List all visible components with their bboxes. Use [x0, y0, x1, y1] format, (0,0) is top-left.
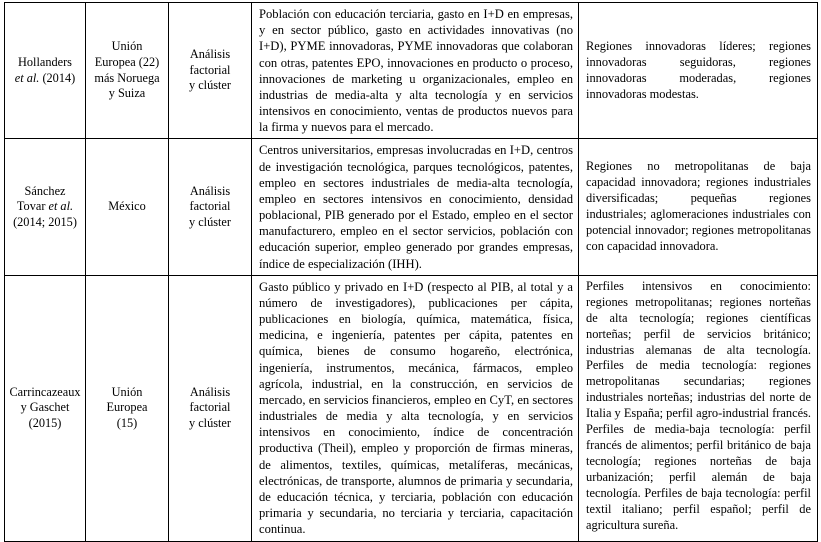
cell-region — [86, 139, 169, 275]
method-line: Análisis — [189, 384, 231, 399]
cell-author — [5, 139, 86, 275]
author-name-first: Carrincazeaux — [9, 384, 81, 399]
method-line: Análisis — [189, 47, 231, 62]
region-line: México — [108, 199, 146, 214]
cell-variables: Población con educación terciaria, gasto en I+D en empresas, y en sector público, gasto en actividades innovativas (no I+D), PYME innovadoras, PYME innovadoras que colaboran con otras, patentes EPO, innovaciones en producto o proceso, innovaciones de marketing u organizacionales, empleo en industrias de media-alta y alta tecnología y en servicios intensivos en conocimiento, ventas de productos nuevos para la firma y nuevos para el mercado. — [252, 3, 579, 139]
cell-variables: Centros universitarios, empresas involucradas en I+D, centros de investigación tecnológica, parques tecnológicos, patentes, empleo en sectores industriales de media-alta tecnología, empleo en sectores intensivos en conocimiento, densidad poblacional, PIB generado por el Estado, empleo en el sector manufacturero, empleo en el sector servicios, población con educación superior, empleo generado por grandes empresas, índice de especialización (IHH). — [252, 139, 579, 275]
region-line: Unión — [111, 39, 143, 54]
region-line: y Suiza — [108, 86, 146, 101]
method-line: y clúster — [188, 78, 231, 93]
cell-results: Perfiles intensivos en conocimiento: regiones metropolitanas; regiones norteñas de alta tecnología; regiones científicas norteñas; perfil de servicios británico; industrias alemanas de alta tecnología. Perfiles de media tecnología: regiones metropolitanas secundarias; regiones industriales norteñas; industrias del norte de Italia y España; perfil agro-industrial francés. Perfiles de media-baja tecnología: perfil francés de alimentos; perfil británico de baja tecnología; regiones norteñas de baja urbanización; perfil alemán de baja tecnología. Perfiles de baja tecnología: perfil textil italiano; perfil español; perfil de agricultura sureña. — [579, 275, 818, 541]
author-year: (2015) — [28, 415, 62, 430]
cell-results: Regiones no metropolitanas de baja capacidad innovadora; regiones industriales diversificadas; pequeñas regiones industriales; aglomeraciones industriales con potencial innovador; regiones metropolitanas con capacidad innovadora. — [579, 139, 818, 275]
region-line: Europea (22) — [94, 55, 160, 70]
author-name: Hollanders — [18, 55, 72, 70]
region-line: Unión — [111, 384, 143, 399]
method-line: y clúster — [188, 415, 231, 430]
table-row — [5, 3, 818, 139]
table-row — [5, 139, 818, 275]
cell-method — [169, 139, 252, 275]
author-year: (2014) — [42, 70, 76, 85]
cell-region — [86, 3, 169, 139]
method-line: y clúster — [188, 214, 231, 229]
author-name-first: Sánchez — [24, 183, 66, 198]
method-line: factorial — [189, 199, 231, 214]
cell-author — [5, 3, 86, 139]
region-line: Europea — [106, 400, 148, 415]
author-citation — [5, 71, 85, 87]
studies-comparison-table — [4, 2, 818, 542]
cell-variables: Gasto público y privado en I+D (respecto al PIB, al total y a número de investigadores), publicaciones per cápita, publicaciones en biología, química, matemática, física, medicina, e ingeniería, patentes per cápita, patentes en química, bienes de consumo hogareño, electrónica, ingeniería, instrumentos, mecánica, fármacos, empleo agrícola, industrial, en la construcción, en servicios de mercado, en servicios financieros, empleo en CyT, en sectores industriales de media y alta tecnología, y en servicios intensivos en conocimiento, índice de concentración productiva (Theil), empleo y proporción de firmas mineras, de alimentos, textiles, químicas, metalíferas, mecánicas, electrónicas, de transporte, alumnos de primaria y secundaria, de educación técnica, y terciaria, población con educación primaria y secundaria, no terciaria y terciaria, capacitación continua. — [252, 275, 579, 541]
cell-author — [5, 275, 86, 541]
author-year: (2014; 2015) — [13, 214, 77, 229]
author-name-second: y Gaschet — [20, 400, 70, 415]
method-line: factorial — [189, 400, 231, 415]
author-etal: et al. — [48, 199, 74, 214]
region-line: más Noruega — [94, 70, 160, 85]
cell-method — [169, 275, 252, 541]
region-line: (15) — [116, 415, 138, 430]
author-etal: et al. — [14, 70, 40, 85]
cell-region — [86, 275, 169, 541]
method-line: Análisis — [189, 183, 231, 198]
table-container — [4, 2, 817, 542]
table-row — [5, 275, 818, 541]
cell-results: Regiones innovadoras líderes; regiones innovadoras seguidoras, regiones innovadoras moderadas, regiones innovadoras modestas. — [579, 3, 818, 139]
method-line: factorial — [189, 62, 231, 77]
author-name-second: Tovar et al. — [16, 199, 74, 214]
table-body — [5, 3, 818, 542]
cell-method — [169, 3, 252, 139]
